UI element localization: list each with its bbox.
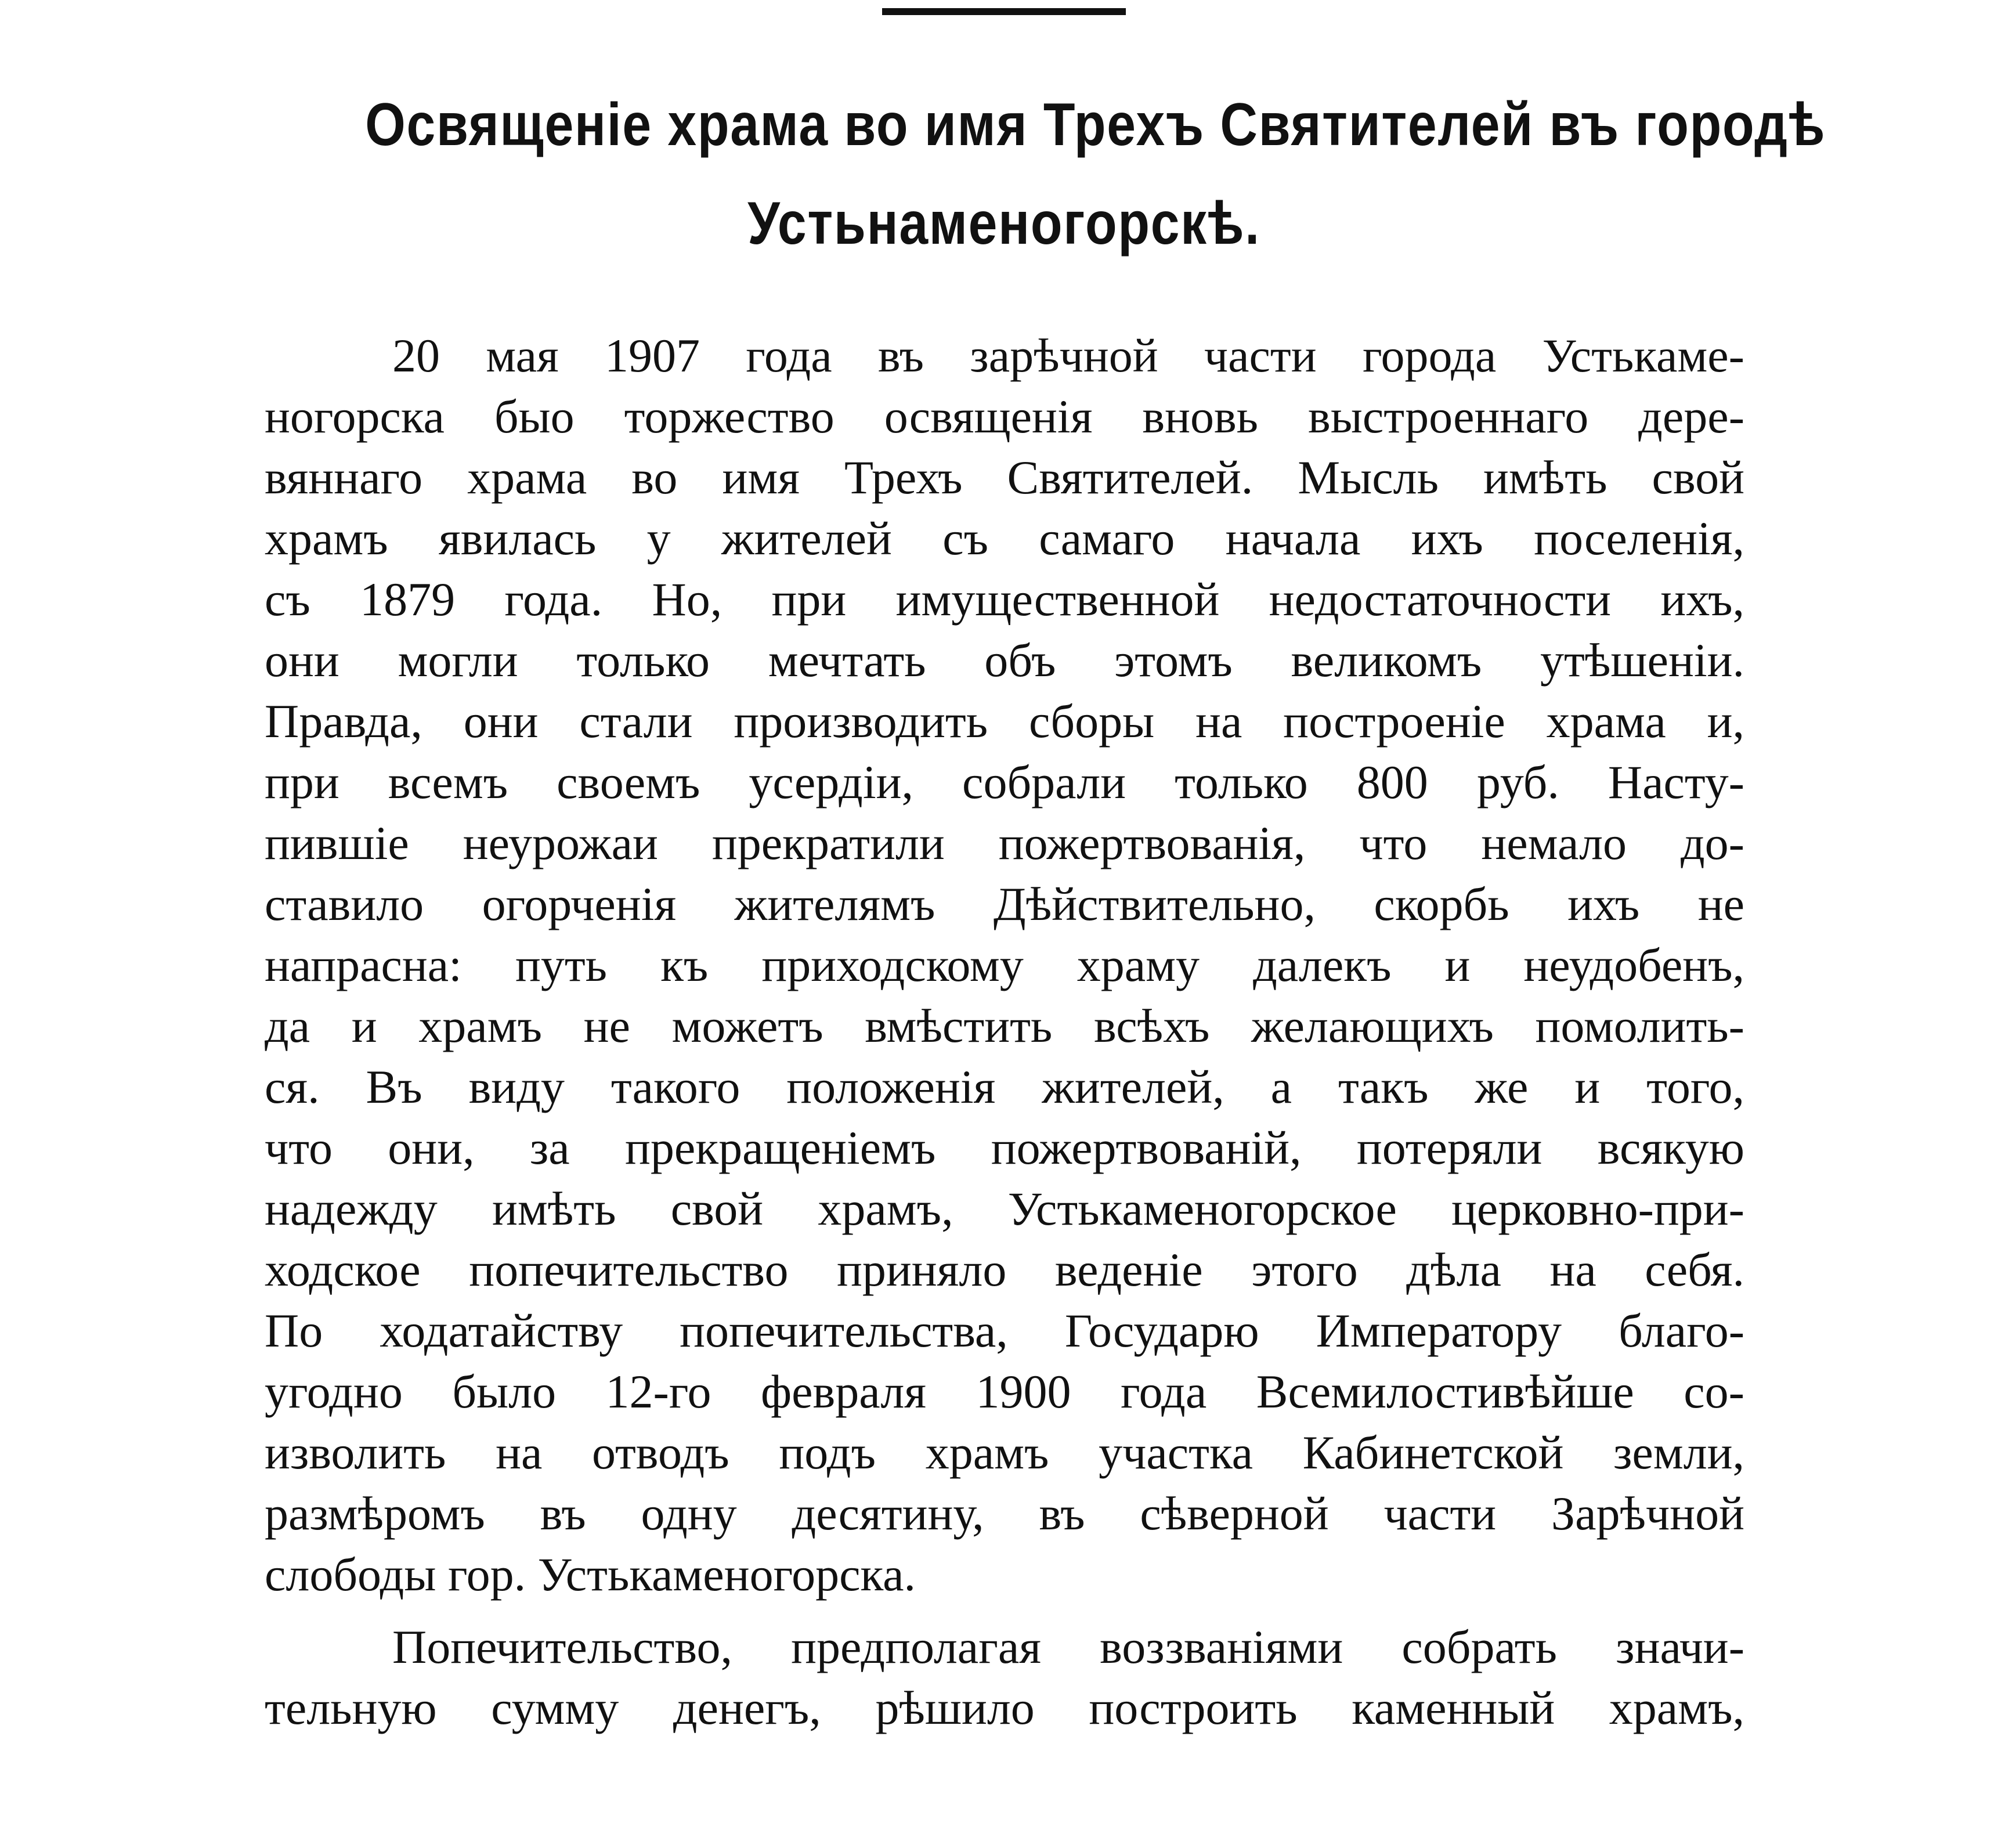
article-body: [265, 325, 1744, 1738]
text-line: напрасна: путь къ приходскому храму далекъ и неудобенъ,: [265, 939, 1744, 991]
article-title: [365, 75, 1826, 273]
text-line: По ходатайству попечительства, Государю Императору благо-: [265, 1304, 1744, 1357]
text-line: тельную сумму денегъ, рѣшило построить каменный храмъ,: [265, 1681, 1744, 1734]
text-line: размѣромъ въ одну десятину, въ сѣверной части Зарѣчной: [265, 1487, 1744, 1540]
text-line: изволить на отводъ подъ храмъ участка Кабинетской земли,: [265, 1426, 1744, 1479]
text-line: слободы гор. Устькаменогорска.: [265, 1548, 916, 1601]
text-line: вяннаго храма во имя Трехъ Святителей. Мысль имѣть свой: [265, 451, 1744, 504]
text-line: 20 мая 1907 года въ зарѣчной части города Устькаме-: [392, 329, 1744, 382]
title-line-2: Устьнаменогорскѣ.: [747, 190, 1260, 257]
text-line: пившіе неурожаи прекратили пожертвованія, что немало до-: [265, 817, 1744, 869]
text-line: что они, за прекращеніемъ пожертвованій, потеряли всякую: [265, 1121, 1744, 1174]
text-line: да и храмъ не можетъ вмѣстить всѣхъ желающихъ помолить-: [265, 999, 1744, 1052]
top-rule: [882, 8, 1126, 15]
text-line: угодно было 12-го февраля 1900 года Всемилостивѣйше со-: [265, 1365, 1744, 1418]
title-line-1: Освященіе храма во имя Трехъ Святителей въ городѣ: [365, 91, 1826, 158]
text-line: ногорска быо торжество освященія вновь выстроеннаго дере-: [265, 390, 1744, 443]
text-line: храмъ явилась у жителей съ самаго начала ихъ поселенія,: [265, 512, 1744, 565]
text-line: при всемъ своемъ усердіи, собрали только 800 руб. Насту-: [265, 756, 1744, 808]
text-line: надежду имѣть свой храмъ, Устькаменогорское церковно-при-: [265, 1182, 1744, 1235]
paragraph-2: [265, 1616, 1744, 1738]
text-line: съ 1879 года. Но, при имущественной недостаточности ихъ,: [265, 573, 1744, 626]
paragraph-1: [265, 325, 1744, 1605]
text-line: они могли только мечтать объ этомъ великомъ утѣшеніи.: [265, 634, 1744, 687]
text-line: Правда, они стали производить сборы на построеніе храма и,: [265, 695, 1744, 748]
text-line: ставило огорченія жителямъ Дѣйствительно, скорбь ихъ не: [265, 878, 1744, 930]
text-line: Попечительство, предполагая воззваніями собрать значи-: [392, 1620, 1744, 1673]
text-line: ходское попечительство приняло веденіе этого дѣла на себя.: [265, 1243, 1744, 1296]
text-line: ся. Въ виду такого положенія жителей, а такъ же и того,: [265, 1060, 1744, 1113]
paragraph-gap: [265, 1605, 1744, 1616]
